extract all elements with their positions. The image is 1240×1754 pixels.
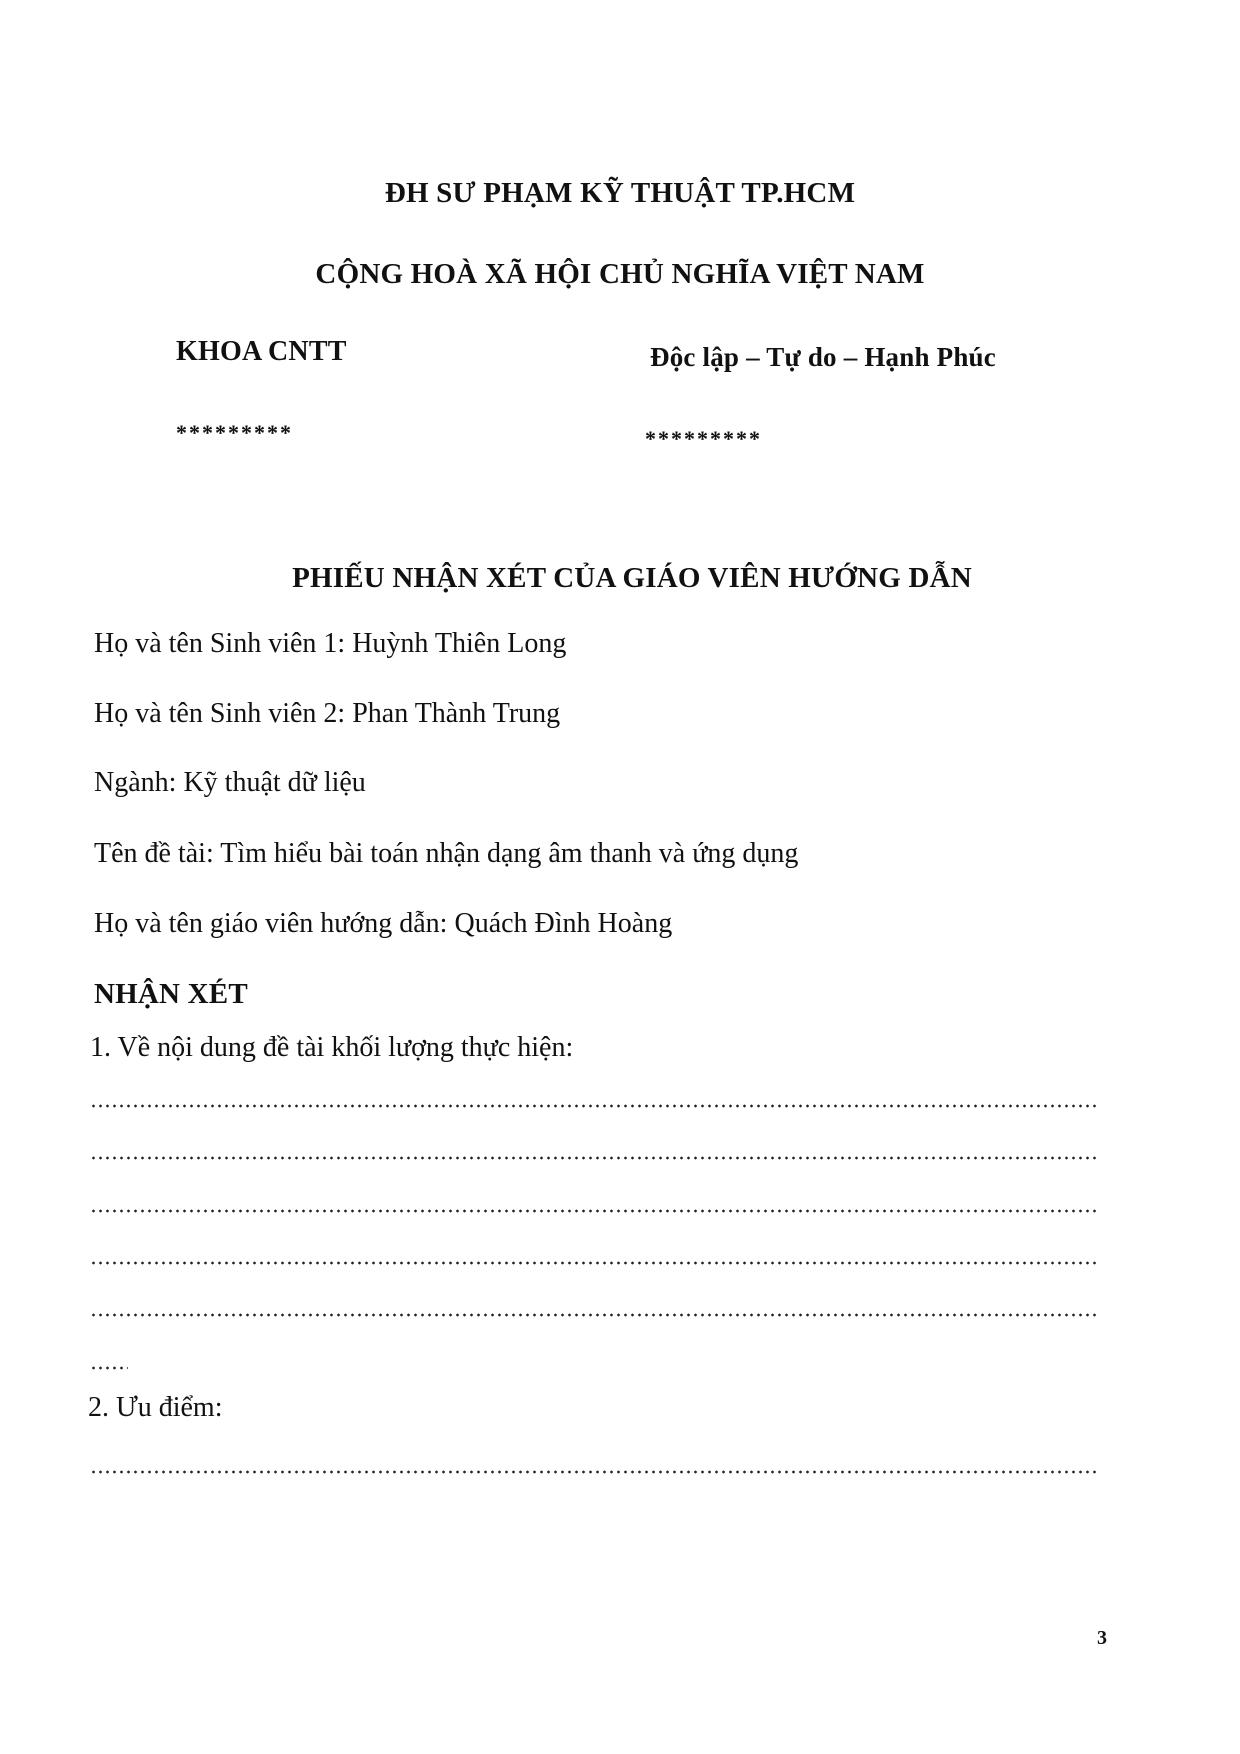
field-label: Họ và tên Sinh viên 1:	[94, 628, 346, 659]
fill-in-line[interactable]	[90, 1104, 1100, 1108]
field-major	[94, 767, 366, 799]
field-label: Tên đề tài:	[94, 838, 214, 869]
republic-heading: CỘNG HOÀ XÃ HỘI CHỦ NGHĨA VIỆT NAM	[315, 258, 925, 290]
field-student-1	[94, 628, 566, 660]
field-label: Ngành:	[94, 767, 177, 798]
item-1-label: 1. Về nội dung đề tài khối lượng thực hiện:	[90, 1032, 574, 1063]
field-student-2	[94, 698, 560, 730]
field-value: Tìm hiểu bài toán nhận dạng âm thanh và ứng dụng	[220, 838, 799, 869]
field-supervisor	[94, 908, 672, 940]
fill-in-line[interactable]	[90, 1156, 1100, 1160]
field-label: Họ và tên Sinh viên 2:	[94, 698, 346, 729]
right-star-divider: *********	[645, 426, 762, 451]
field-label: Họ và tên giáo viên hướng dẫn:	[94, 908, 448, 939]
field-value: Kỹ thuật dữ liệu	[183, 767, 366, 798]
faculty-name: KHOA CNTT	[176, 336, 347, 367]
university-name: ĐH SƯ PHẠM KỸ THUẬT TP.HCM	[384, 177, 856, 209]
national-motto: Độc lập – Tự do – Hạnh Phúc	[650, 342, 996, 372]
left-star-divider: *********	[176, 420, 293, 445]
field-topic	[94, 838, 798, 870]
fill-in-line[interactable]	[90, 1313, 1100, 1317]
fill-in-line-trailing	[90, 1366, 128, 1370]
fill-in-line[interactable]	[90, 1261, 1100, 1265]
field-value: Huỳnh Thiên Long	[352, 628, 567, 659]
field-value: Quách Đình Hoàng	[454, 908, 673, 939]
fill-in-line[interactable]	[90, 1209, 1100, 1213]
form-title: PHIẾU NHẬN XÉT CỦA GIÁO VIÊN HƯỚNG DẪN	[292, 562, 972, 594]
field-value: Phan Thành Trung	[352, 698, 561, 729]
item-2-label: 2. Ưu điểm:	[88, 1392, 223, 1423]
section-heading: NHẬN XÉT	[94, 978, 248, 1010]
fill-in-line[interactable]	[90, 1470, 1100, 1474]
page-number: 3	[1097, 1627, 1107, 1649]
